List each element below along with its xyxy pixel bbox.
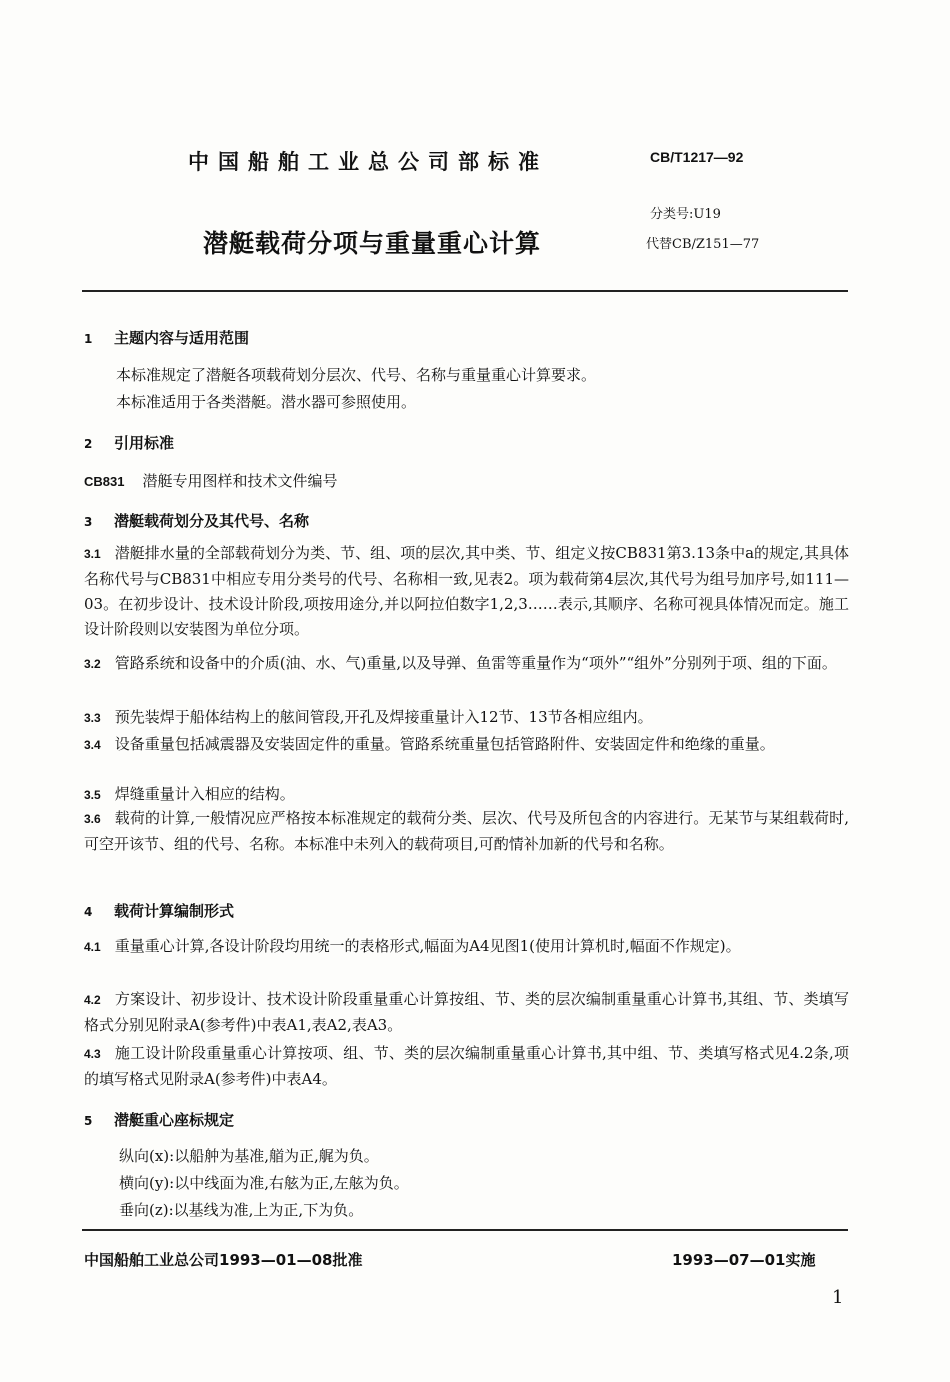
clause-text: 设备重量包括减震器及安装固定件的重量。管路系统重量包括管路附件、安装固定件和绝缘的重量。 [114,735,775,753]
section-number: 2 [84,437,93,451]
section-title: 载荷计算编制形式 [114,902,235,920]
clause-3-2 [84,651,849,677]
standard-number: CB/T1217—92 [650,149,744,165]
clause-3-3 [84,705,849,731]
clause-text: 焊缝重量计入相应的结构。 [114,785,295,803]
reference-title: 潜艇专用图样和技术文件编号 [142,472,338,490]
replaces-standard: 代替CB/Z151—77 [646,237,760,252]
section-number: 4 [84,905,93,919]
section-title: 潜艇重心座标规定 [114,1111,235,1129]
clause-text: 施工设计阶段重量重心计算按项、组、节、类的层次编制重量重心计算书,其中组、节、类填写格式见4.2条,项的填写格式见附录A(参考件)中表A4。 [84,1044,849,1088]
section-title: 潜艇载荷划分及其代号、名称 [114,512,310,530]
clause-text: 管路系统和设备中的介质(油、水、气)重量,以及导弹、鱼雷等重量作为“项外”“组外”分别列于项、组的下面。 [114,654,837,672]
clause-number: 3.3 [84,711,101,725]
section-title: 主题内容与适用范围 [114,329,250,347]
clause-number: 3.2 [84,657,101,671]
document-title: 潜艇载荷分项与重量重心计算 [203,229,542,258]
clause-text: 潜艇排水量的全部载荷划分为类、节、组、项的层次,其中类、节、组定义按CB831第3.13条中a的规定,其具体名称代号与CB831中相应专用分类号的代号、名称相一致,见表2。项为载荷第4层次,其代号为组号加序号,如111—03。在初步设计、技术设计阶段,项按用途分,并以阿拉伯数字1,2,3……表示,其顺序、名称可视具体情况而定。施工设计阶段则以安装图为单位分项。 [84,544,849,638]
section-1-heading [84,327,249,348]
issuing-organization: 中国船舶工业总公司部标准 [188,150,548,174]
approval-date: 中国船舶工业总公司1993—01—08批准 [84,1251,363,1269]
coordinate-x-definition: 纵向(x):以船舯为基准,艏为正,艉为负。 [119,1147,379,1165]
clause-text: 载荷的计算,一般情况应严格按本标准规定的载荷分类、层次、代号及所包含的内容进行。无某节与某组载荷时,可空开该节、组的代号、名称。本标准中未列入的载荷项目,可酌情补加新的代号和名称。 [84,809,849,853]
clause-number: 3.1 [84,547,101,561]
classification-number: 分类号:U19 [650,207,721,222]
section-2-heading [84,432,174,453]
section-3-heading [84,510,309,531]
section-number: 3 [84,515,93,529]
clause-3-6 [84,806,849,857]
clause-4-2 [84,987,849,1038]
section-1-paragraph-2: 本标准适用于各类潜艇。潜水器可参照使用。 [116,393,417,411]
page-number: 1 [832,1287,844,1308]
referenced-standard [84,470,337,491]
clause-number: 4.1 [84,940,101,954]
clause-number: 3.4 [84,738,101,752]
header-divider [82,290,848,292]
reference-code: CB831 [84,474,125,489]
section-number: 1 [84,332,93,346]
section-1-paragraph-1: 本标准规定了潜艇各项载荷划分层次、代号、名称与重量重心计算要求。 [116,366,597,384]
section-4-heading [84,900,234,921]
clause-text: 方案设计、初步设计、技术设计阶段重量重心计算按组、节、类的层次编制重量重心计算书,其组、节、类填写格式分别见附录A(参考件)中表A1,表A2,表A3。 [84,990,849,1034]
clause-3-4 [84,732,849,758]
clause-text: 预先装焊于船体结构上的舷间管段,开孔及焊接重量计入12节、13节各相应组内。 [114,708,653,726]
clause-4-3 [84,1041,849,1092]
clause-number: 3.5 [84,788,101,802]
clause-text: 重量重心计算,各设计阶段均用统一的表格形式,幅面为A4见图1(使用计算机时,幅面不作规定)。 [114,937,741,955]
clause-3-5 [84,782,849,808]
clause-number: 4.2 [84,993,101,1007]
section-title: 引用标准 [114,434,175,452]
footer-divider [82,1229,848,1231]
coordinate-y-definition: 横向(y):以中线面为准,右舷为正,左舷为负。 [119,1174,409,1192]
clause-3-1 [84,541,849,642]
clause-number: 4.3 [84,1047,101,1061]
effective-date: 1993—07—01实施 [672,1251,816,1269]
coordinate-z-definition: 垂向(z):以基线为准,上为正,下为负。 [119,1201,364,1219]
clause-4-1 [84,934,849,960]
clause-number: 3.6 [84,812,101,826]
section-5-heading [84,1109,234,1130]
section-number: 5 [84,1114,93,1128]
